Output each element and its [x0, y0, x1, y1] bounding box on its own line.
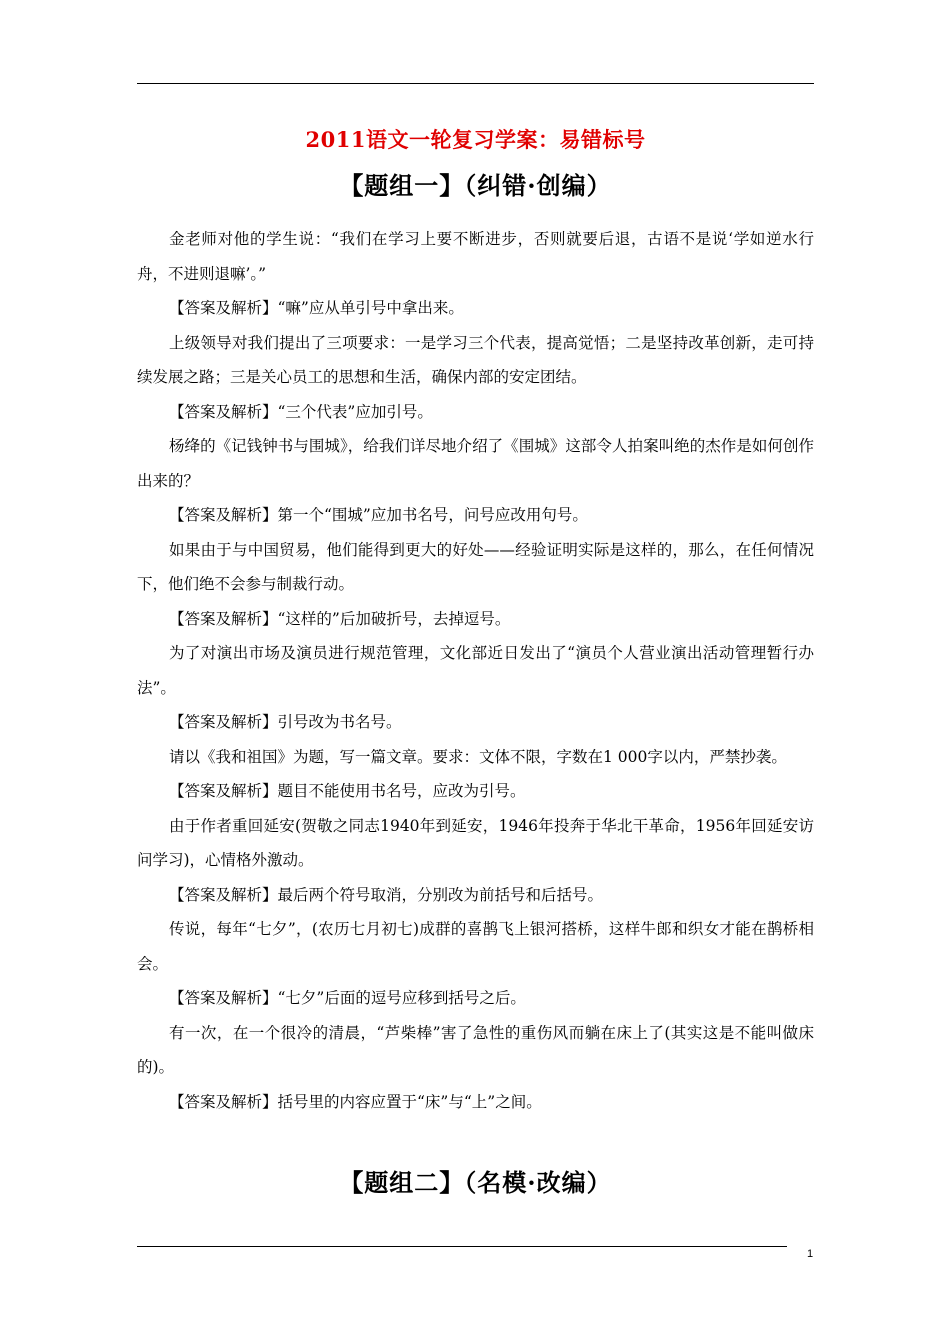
- answer-paragraph: 【答案及解析】第一个“围城”应加书名号，问号应改用句号。: [169, 506, 588, 524]
- paragraph: 请以《我和祖国》为题，写一篇文章。要求：文体不限，字数在1 000字以内，严禁抄袭。: [169, 747, 787, 766]
- section-heading-group-one: 【题组一】（纠错·创编）: [339, 171, 612, 200]
- answer-paragraph: 【答案及解析】括号里的内容应置于“床”与“上”之间。: [169, 1092, 542, 1111]
- body-text: [137, 222, 814, 1119]
- paragraph: 为了对演出市场及演员进行规范管理，文化部近日发出了“演员个人营业演出活动管理暂行办法”。: [137, 644, 814, 697]
- paragraph: 杨绛的《记钱钟书与围城》，给我们详尽地介绍了《围城》这部令人拍案叫绝的杰作是如何创作出来的？: [137, 437, 814, 490]
- document-title: 2011语文一轮复习学案：易错标号: [305, 127, 646, 152]
- paragraph: 传说，每年“七夕”，(农历七月初七)成群的喜鹊飞上银河搭桥，这样牛郎和织女才能在鹊桥相会。: [137, 920, 814, 973]
- answer-paragraph: 【答案及解析】最后两个符号取消，分别改为前括号和后括号。: [169, 885, 604, 904]
- answer-paragraph: 【答案及解析】“嘛”应从单引号中拿出来。: [169, 299, 464, 317]
- header-rule: [137, 83, 814, 84]
- paragraph: 上级领导对我们提出了三项要求：一是学习三个代表，提高觉悟；二是坚持改革创新，走可持续发展之路；三是关心员工的思想和生活，确保内部的安定团结。: [137, 333, 814, 386]
- answer-paragraph: 【答案及解析】“七夕”后面的逗号应移到括号之后。: [169, 989, 526, 1007]
- page-number: 1: [807, 1248, 814, 1260]
- answer-paragraph: 【答案及解析】“三个代表”应加引号。: [169, 402, 433, 421]
- section-heading-group-two: 【题组二】（名模·改编）: [339, 1168, 612, 1197]
- answer-paragraph: 【答案及解析】“这样的”后加破折号，去掉逗号。: [169, 609, 511, 628]
- paragraph: 由于作者重回延安(贺敬之同志1940年到延安，1946年投奔于华北干革命，1956年回延安访问学习)，心情格外激动。: [137, 816, 814, 869]
- paragraph: 有一次，在一个很冷的清晨，“芦柴棒”害了急性的重伤风而躺在床上了(其实这是不能叫做床的)。: [137, 1023, 814, 1076]
- answer-paragraph: 【答案及解析】题目不能使用书名号，应改为引号。: [169, 782, 526, 800]
- footer-rule: [137, 1246, 787, 1247]
- answer-paragraph: 【答案及解析】引号改为书名号。: [169, 713, 402, 731]
- paragraph: 如果由于与中国贸易，他们能得到更大的好处——经验证明实际是这样的，那么，在任何情况下，他们绝不会参与制裁行动。: [137, 540, 814, 593]
- paragraph: 金老师对他的学生说：“我们在学习上要不断进步，否则就要后退，古语不是说‘学如逆水行舟，不进则退嘛’。”: [137, 230, 814, 283]
